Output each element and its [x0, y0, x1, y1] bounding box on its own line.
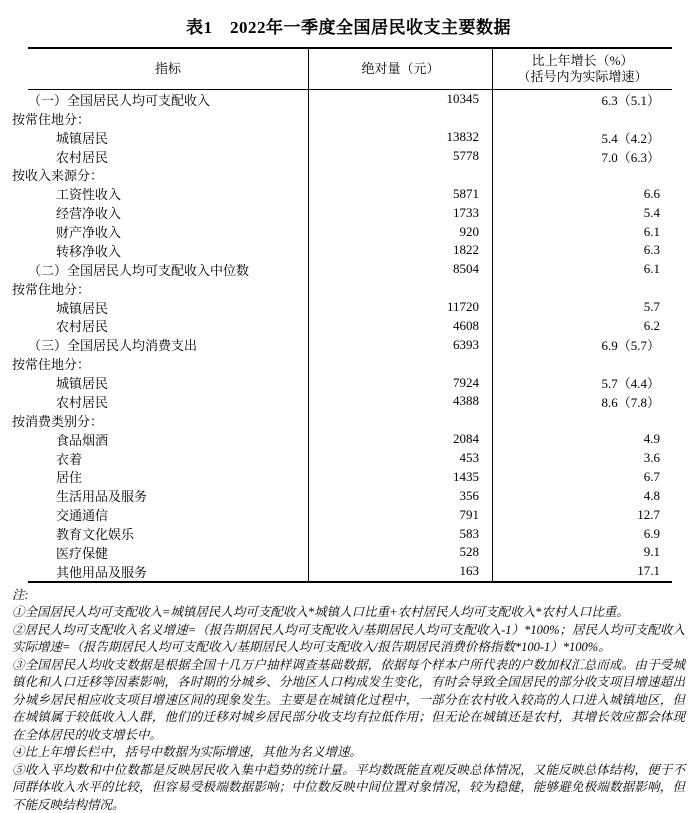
cell-value — [308, 166, 493, 185]
table-row — [28, 90, 672, 109]
header-growth-label-line1: 比上年增长（%） — [531, 53, 634, 68]
cell-indicator: 工资性收入 — [56, 187, 122, 203]
cell-growth: 6.9（5.7） — [601, 338, 660, 354]
cell-indicator: 按消费类别分： — [12, 413, 104, 429]
table-header — [28, 49, 672, 90]
cell-growth: 9.1 — [643, 544, 660, 560]
cell-indicator: 城镇居民 — [56, 130, 109, 146]
table-row — [28, 430, 672, 449]
notes-list — [12, 604, 685, 813]
data-table — [12, 47, 672, 583]
cell-growth: 7.0（6.3） — [601, 149, 660, 165]
table-row — [28, 486, 672, 505]
cell-growth: 6.9 — [643, 525, 660, 541]
table-row — [28, 298, 672, 317]
cell-value: 7924 — [308, 373, 493, 392]
cell-indicator: 农村居民 — [56, 394, 109, 410]
table-row — [28, 260, 672, 279]
table-row — [28, 449, 672, 468]
cell-value — [308, 354, 493, 373]
cell-value — [308, 411, 493, 430]
table-row — [12, 354, 672, 373]
cell-value: 10345 — [308, 90, 493, 109]
cell-indicator: 交通通信 — [56, 508, 109, 524]
cell-indicator: 城镇居民 — [56, 376, 109, 392]
page-title: 表1 2022年一季度全国居民收支主要数据 — [186, 18, 511, 37]
cell-indicator: 其他用品及服务 — [56, 564, 148, 580]
cell-value: 11720 — [308, 298, 493, 317]
table-row — [28, 468, 672, 487]
cell-value — [308, 109, 493, 128]
note-item: ③全国居民人均收支数据是根据全国十几万户抽样调查基础数据，依据每个样本户所代表的户数加权汇总而成。由于受城镇化和人口迁移等因素影响，各时期的分城乡、分地区人口构成发生变化，有时会导致全国居民的部分收支项目增速超出分城乡居民相应收支项目增速区间的现象发生。主要是在城镇化过程中，一部分在农村收入较高的人口进入城镇地区，但在城镇属于较低收入人群，他们的迁移对城乡居民部分收支均有拉低作用；但无论在城镇还是农村，其增长效应都会体现在全体居民的收支增长中。 — [12, 657, 685, 742]
cell-growth: 6.1 — [643, 223, 660, 239]
header-col-indicator — [28, 49, 308, 89]
cell-indicator: 教育文化娱乐 — [56, 527, 135, 543]
note-item: ⑤收入平均数和中位数都是反映居民收入集中趋势的统计量。平均数既能直观反映总体情况，又能反映总体结构，便于不同群体收入水平的比较，但容易受极端数据影响；中位数反映中间位置对象情况，较为稳健，能够避免极端数据影响，但不能反映结构情况。 — [12, 762, 685, 812]
cell-value: 13832 — [308, 128, 493, 147]
table-row — [12, 166, 672, 185]
cell-indicator: 转移净收入 — [56, 243, 122, 259]
cell-indicator: 食品烟酒 — [56, 432, 109, 448]
cell-growth: 5.4（4.2） — [601, 130, 660, 146]
cell-value: 1733 — [308, 203, 493, 222]
table-row — [28, 317, 672, 336]
table-row — [28, 524, 672, 543]
cell-indicator: （二）全国居民人均可支配收入中位数 — [28, 262, 250, 278]
cell-value: 6393 — [308, 335, 493, 354]
header-growth-label-line2: （括号内为实际增速） — [517, 69, 648, 84]
cell-indicator: 城镇居民 — [56, 300, 109, 316]
cell-growth: 17.1 — [637, 563, 660, 579]
cell-value: 356 — [308, 486, 493, 505]
note-item: ②居民人均可支配收入名义增速=（报告期居民人均可支配收入/基期居民人均可支配收入-1）*100%；居民人均可支配收入实际增速=（报告期居民人均可支配收入/基期居民人均可支配收入/报告期居民消费价格指数*100-1）*100%。 — [12, 622, 685, 655]
cell-indicator: 农村居民 — [56, 319, 109, 335]
cell-value: 453 — [308, 449, 493, 468]
cell-value: 4608 — [308, 317, 493, 336]
cell-value: 4388 — [308, 392, 493, 411]
cell-growth: 3.6 — [643, 450, 660, 466]
cell-indicator: （三）全国居民人均消费支出 — [28, 338, 198, 354]
note-item: ④比上年增长栏中，括号中数据为实际增速，其他为名义增速。 — [12, 745, 363, 760]
cell-indicator: 居住 — [56, 470, 83, 486]
table-row — [28, 241, 672, 260]
cell-indicator: 医疗保健 — [56, 545, 109, 561]
cell-growth: 6.3 — [643, 242, 660, 258]
header-indicator-label: 指标 — [154, 61, 181, 76]
table-body — [12, 90, 672, 581]
cell-value: 163 — [308, 562, 493, 581]
notes — [12, 587, 685, 813]
cell-indicator: 财产净收入 — [56, 225, 122, 241]
cell-value: 583 — [308, 524, 493, 543]
cell-indicator: 按收入来源分： — [12, 168, 104, 184]
cell-growth: 6.1 — [643, 261, 660, 277]
table-row — [28, 184, 672, 203]
table-row — [28, 222, 672, 241]
cell-indicator: 按常住地分： — [12, 357, 91, 373]
cell-growth: 6.7 — [643, 468, 660, 484]
cell-indicator: 按常住地分： — [12, 111, 91, 127]
header-absolute-label: 绝对量（元） — [361, 61, 440, 76]
cell-growth: 4.9 — [643, 431, 660, 447]
cell-indicator: （一）全国居民人均可支配收入 — [28, 92, 211, 108]
cell-growth: 4.8 — [643, 487, 660, 503]
notes-label: 注: — [12, 587, 29, 602]
cell-value: 8504 — [308, 260, 493, 279]
cell-value: 5778 — [308, 147, 493, 166]
table-row — [28, 392, 672, 411]
cell-growth: 6.2 — [643, 317, 660, 333]
cell-value: 1822 — [308, 241, 493, 260]
cell-value: 528 — [308, 543, 493, 562]
cell-growth: 5.4 — [643, 204, 660, 220]
cell-growth: 12.7 — [637, 506, 660, 522]
cell-growth: 5.7（4.4） — [601, 376, 660, 392]
table-row — [28, 543, 672, 562]
table-row — [28, 373, 672, 392]
table-row — [28, 128, 672, 147]
cell-growth: 6.6 — [643, 185, 660, 201]
table-row — [12, 411, 672, 430]
table-row — [28, 505, 672, 524]
cell-indicator: 经营净收入 — [56, 206, 122, 222]
header-col-absolute — [308, 49, 493, 89]
cell-value — [308, 279, 493, 298]
cell-indicator: 衣着 — [56, 451, 83, 467]
table-row — [28, 335, 672, 354]
note-item: ①全国居民人均可支配收入=城镇居民人均可支配收入*城镇人口比重+农村居民人均可支配收入*农村人口比重。 — [12, 605, 629, 620]
cell-growth: 6.3（5.1） — [601, 92, 660, 108]
cell-value: 791 — [308, 505, 493, 524]
cell-value: 920 — [308, 222, 493, 241]
cell-value: 2084 — [308, 430, 493, 449]
cell-indicator: 农村居民 — [56, 149, 109, 165]
cell-growth: 8.6（7.8） — [601, 394, 660, 410]
cell-value: 1435 — [308, 468, 493, 487]
cell-indicator: 生活用品及服务 — [56, 489, 148, 505]
table-row — [28, 562, 672, 581]
cell-growth: 5.7 — [643, 299, 660, 315]
table-row — [12, 109, 672, 128]
cell-indicator: 按常住地分： — [12, 281, 91, 297]
cell-value: 5871 — [308, 184, 493, 203]
table-row — [28, 203, 672, 222]
table-row — [12, 279, 672, 298]
header-col-growth — [493, 49, 672, 89]
table-row — [28, 147, 672, 166]
